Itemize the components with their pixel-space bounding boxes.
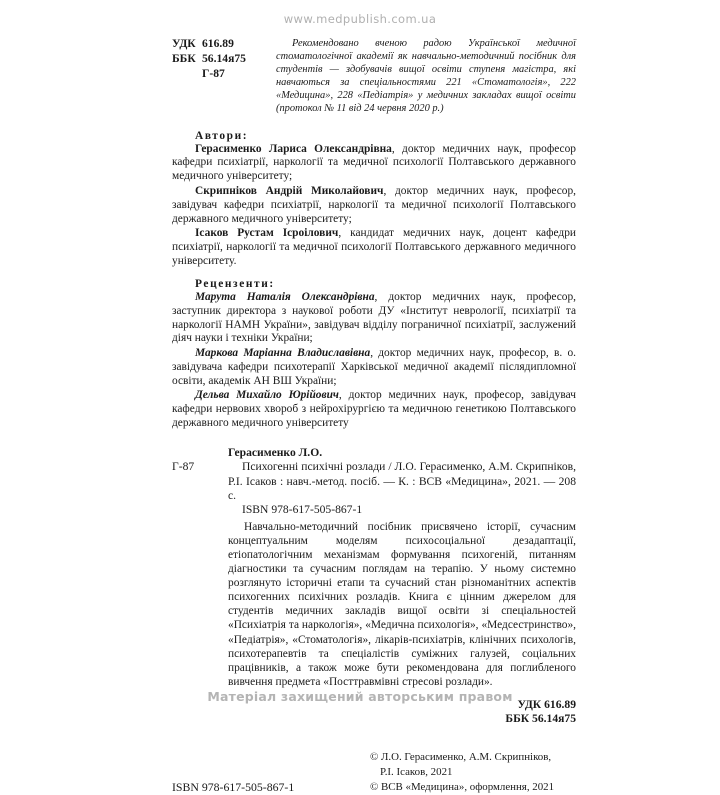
reviewer-name: Марута Наталія Олександрівна [195,290,375,303]
rights-authors-cont: Р.І. Ісаков, 2021 [380,765,453,778]
reviewer-credentials: , доктор медичних наук, професор, в. о. завідувача кафедри психотерапії Харківської медичної академії післядипломної освіти, академік АН ВШ України; [172,346,576,387]
author-credentials: , доктор медичних наук, професор кафедри психіатрії, наркології та медичної психології Полтавського державного медичного університету; [172,142,576,183]
rights-block [370,750,576,794]
bbk-label: ББК [172,52,196,66]
page-content [172,36,576,795]
reviewer-name: Дельва Михайло Юрійович [195,389,339,402]
author-sign-value: Г-87 [202,67,225,81]
colophon [172,750,576,795]
cataloging-body [172,460,576,518]
authors-heading: Автори: [195,129,249,142]
author-credentials: , доктор медичних наук, професор, завідувач кафедри психіатрії, наркології та медичної психології Полтавського державного медичного університету; [172,184,576,225]
author-name: Герасименко Лариса Олександрівна [195,142,392,155]
copyright-watermark: Матеріал захищений авторським правом [207,689,513,704]
author-entry [172,227,576,269]
reviewer-credentials: , доктор медичних наук, професор, заступник директора з наукової роботи ДУ «Інститут неврології, психіатрії та наркології НАМН України», завідувач відділу пограничної психіатрії, заслужений діяч науки і техніки України; [172,290,576,345]
author-name: Ісаков Рустам Ісроілович [195,227,339,239]
udk-label: УДК [172,37,196,50]
author-entry [172,143,576,185]
bottom-udk: УДК 616.89 [517,697,576,711]
cataloging-isbn: ISBN 978-617-505-867-1 [242,503,363,517]
udk-line [172,36,276,51]
reviewer-entry [172,347,576,389]
rights-authors: © Л.О. Герасименко, А.М. Скрипніков, [370,751,552,764]
author-credentials: , кандидат медичних наук, доцент кафедри психіатрії, наркології та медичної психології Полтавського державного медичного університету. [172,227,576,267]
reviewer-entry [172,389,576,431]
cataloging-code: Г-87 [172,459,195,473]
recommendation-text: Рекомендовано вченою радою Української медичної стоматологічної академії як навчально-методичний посібник для студентів — здобувачів вищої освіти ступеня магістра, які навчаються за спеціальностями 221 «Стоматологія», 222 «Медицина», 228 «Педіатрія» у медичних закладах вищої освіти (протокол № 11 від 24 червня 2020 р.) [276,38,576,115]
cataloging-description: Психогенні психічні розлади / Л.О. Герасименко, А.М. Скрипніков, Р.І. Ісаков : навч.-метод. посіб. — К. : ВСВ «Медицина», 2021. — 208 с. [228,460,576,502]
cataloging-block [172,446,576,518]
isbn-value: ISBN 978-617-505-867-1 [172,780,295,795]
header-row [172,36,576,116]
author-entry [172,185,576,227]
bbk-line [172,51,276,66]
reviewer-entry [172,291,576,347]
reviewers-heading: Рецензенти: [195,277,275,290]
reviewer-name: Маркова Маріанна Владиславівна [195,346,371,359]
reviewer-credentials: , доктор медичних наук, професор, завідувач кафедри нервових хвороб з нейрохірургією та медичною генетикою Полтавського державного медичного університету [172,389,576,429]
cataloging-title: Герасименко Л.О. [228,445,323,459]
classmark-block [172,36,276,82]
author-name: Скрипніков Андрій Миколайович [195,184,384,197]
rights-publisher: © ВСВ «Медицина», оформлення, 2021 [370,780,555,793]
author-sign-line [172,66,276,81]
bottom-bbk: ББК 56.14я75 [505,712,576,726]
site-watermark: www.medpublish.com.ua [283,12,437,26]
udk-value: 616.89 [202,37,234,50]
annotation-text: Навчально-методичний посібник присвячено історії, сучасним концептуальним моделям психосоціальної дезадаптації, етіопатологічним механізмам формування психогеній, питанням діагностики та сучасним поглядам на терапію. У ньому системно розглянуто історичні етапи та сучасний стан різноманітних аспектів психогенних психічних розладів. Книга є цінним джерелом для студентів медичних закладів вищої освіти зі спеціальностей «Психіатрія та наркологія», «Медична психологія», «Медсестринство», «Педіатрія», «Стоматологія», лікарів-психіатрів, клінічних психологів, психотерапевтів та спеціалістів суміжних галузей, соціальних працівників, а також може бути рекомендована для поглибленого вивчення предмета «Посттравмівні стресові розлади». [228,520,576,688]
bbk-value: 56.14я75 [202,52,246,66]
